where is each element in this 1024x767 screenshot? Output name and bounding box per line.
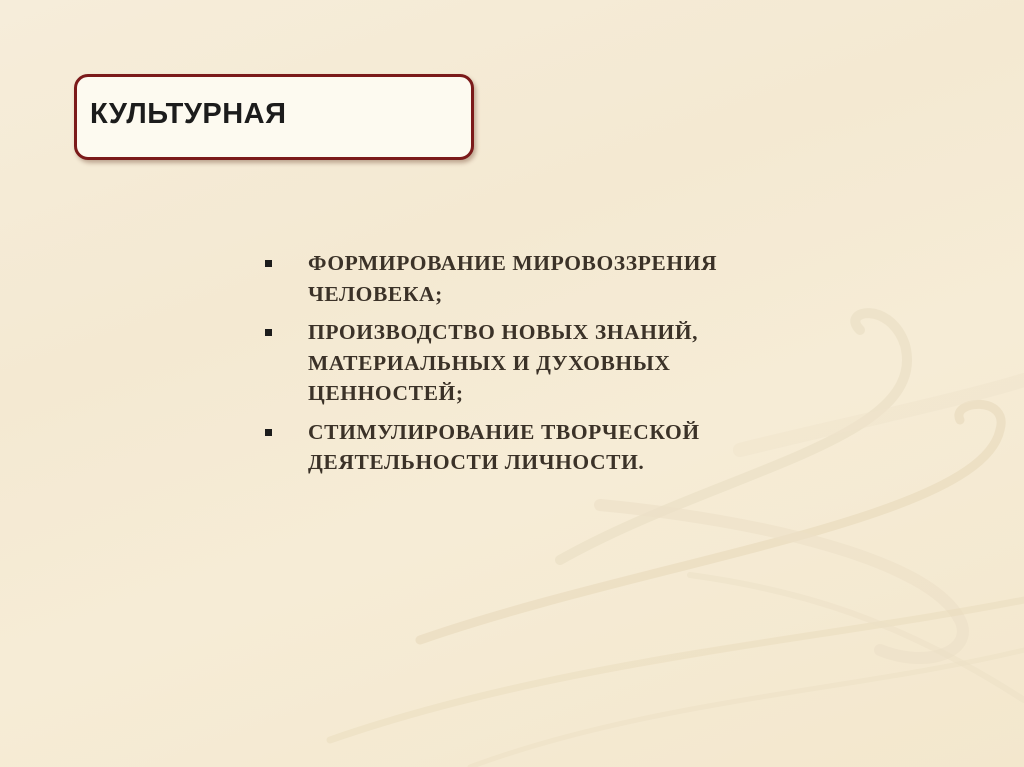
list-item bbox=[262, 317, 732, 409]
square-bullet-icon bbox=[265, 429, 272, 436]
bullet-text: СТИМУЛИРОВАНИЕ ТВОРЧЕСКОЙ ДЕЯТЕЛЬНОСТИ ЛИЧНОСТИ. bbox=[308, 419, 700, 474]
square-bullet-icon bbox=[265, 329, 272, 336]
slide-title: КУЛЬТУРНАЯ bbox=[90, 98, 287, 130]
list-item bbox=[262, 248, 732, 309]
bullet-list bbox=[262, 248, 732, 486]
square-bullet-icon bbox=[265, 260, 272, 267]
swirl-line bbox=[470, 650, 1024, 767]
bullet-text: ФОРМИРОВАНИЕ МИРОВОЗЗРЕНИЯ ЧЕЛОВЕКА; bbox=[308, 251, 718, 306]
list-item bbox=[262, 417, 732, 478]
swirl-line bbox=[740, 380, 1024, 450]
bullet-text: ПРОИЗВОДСТВО НОВЫХ ЗНАНИЙ, МАТЕРИАЛЬНЫХ И ДУХОВНЫХ ЦЕННОСТЕЙ; bbox=[308, 320, 699, 405]
